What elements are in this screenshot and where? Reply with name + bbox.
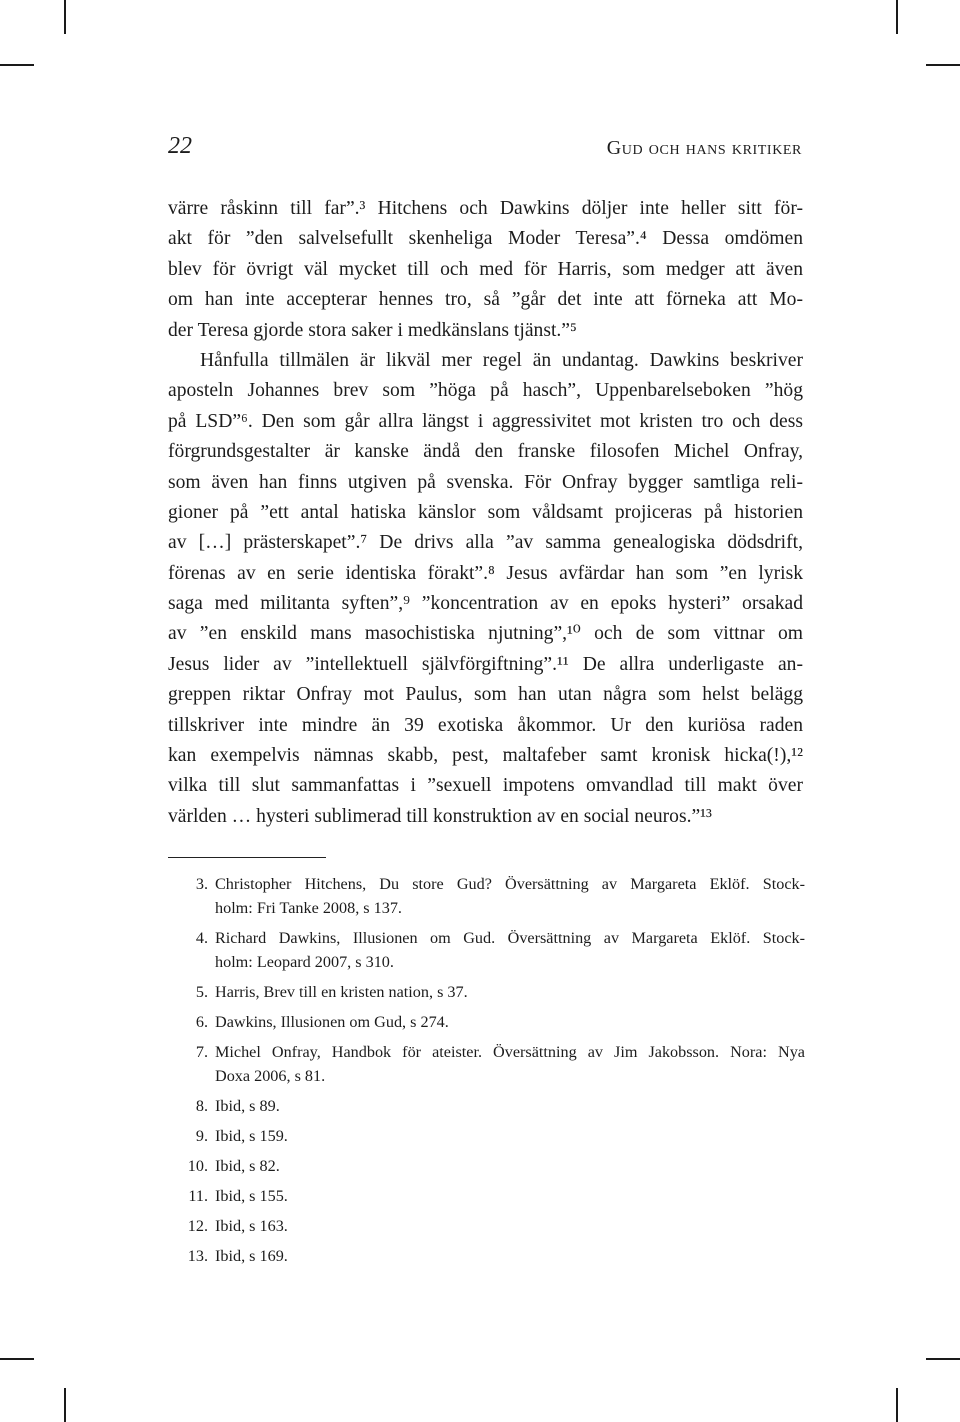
footnote-line: Harris, Brev till en kristen nation, s 37. <box>215 983 468 1001</box>
body-line: förenas av en serie identiska förakt”.⁸ Jesus avfärdar han som ”en lyrisk <box>168 562 803 584</box>
footnote-number: 11. <box>188 1187 208 1205</box>
footnote-line: Ibid, s 155. <box>215 1187 288 1205</box>
footnote-4 <box>170 926 805 974</box>
footnote-rule <box>168 857 326 858</box>
footnote-line: Dawkins, Illusionen om Gud, s 274. <box>215 1013 449 1031</box>
footnote-line: Ibid, s 89. <box>215 1097 280 1115</box>
footnote-number: 10. <box>187 1157 208 1175</box>
body-line: greppen riktar Onfray mot Paulus, som han utan några som helst belägg <box>168 684 803 706</box>
footnote-number: 13. <box>187 1247 208 1265</box>
body-text <box>168 194 803 832</box>
body-line: tillskriver inte mindre än 39 exotiska åkommor. Ur den kuriösa raden <box>168 714 803 736</box>
page-number: 22 <box>168 133 192 159</box>
body-line: Hånfulla tillmälen är likväl mer regel än undantag. Dawkins beskriver <box>200 349 803 371</box>
body-line: om han inte accepterar hennes tro, så ”går det inte att förneka att Mo- <box>168 289 803 311</box>
footnote-number: 3. <box>195 875 208 893</box>
footnote-9 <box>170 1124 805 1148</box>
footnote-line: Richard Dawkins, Illusionen om Gud. Översättning av Margareta Eklöf. Stock- <box>215 929 805 947</box>
crop-mark-bottom-left-h <box>0 1358 34 1360</box>
footnote-11 <box>170 1184 805 1208</box>
crop-mark-bottom-left <box>64 1388 66 1422</box>
crop-mark-top-left <box>64 0 66 34</box>
crop-mark-top-right-h <box>926 64 960 66</box>
crop-mark-bottom-right <box>896 1388 898 1422</box>
footnote-line: Ibid, s 159. <box>215 1127 288 1145</box>
body-line: av ”en enskild mans masochistiska njutning”,¹⁰ och de som vittnar om <box>168 623 803 645</box>
body-line: på LSD”⁶. Den som går allra längst i aggressivitet mot kristen tro och dess <box>168 410 803 432</box>
footnote-line: Doxa 2006, s 81. <box>215 1067 326 1085</box>
crop-mark-top-left-h <box>0 64 34 66</box>
body-line: gioner på ”ett antal hatiska känslor som våldsamt projiceras på historien <box>168 501 803 523</box>
body-line: aposteln Johannes brev som ”höga på hasch”, Uppenbarelseboken ”hög <box>168 380 803 402</box>
footnote-number: 8. <box>195 1097 208 1115</box>
footnote-8 <box>170 1094 805 1118</box>
body-line: Jesus lider av ”intellektuell självförgiftning”.¹¹ De allra underligaste an- <box>168 653 803 675</box>
footnote-number: 7. <box>195 1043 208 1061</box>
body-line: av […] prästerskapet”.⁷ De drivs alla ”av samma genealogiska dödsdrift, <box>168 532 803 554</box>
footnote-5 <box>170 980 805 1004</box>
crop-mark-bottom-right-h <box>926 1358 960 1360</box>
footnote-number: 4. <box>195 929 208 947</box>
footnote-number: 6. <box>195 1013 208 1031</box>
footnote-line: Michel Onfray, Handbok för ateister. Översättning av Jim Jakobsson. Nora: Nya <box>215 1043 805 1061</box>
footnote-line: Christopher Hitchens, Du store Gud? Översättning av Margareta Eklöf. Stock- <box>215 875 805 893</box>
body-line: saga med militanta syften”,⁹ ”koncentration av en epoks hysteri” orsakad <box>168 593 803 615</box>
footnote-6 <box>170 1010 805 1034</box>
body-line: vilka till slut sammanfattas i ”sexuell impotens omvandlad till makt över <box>168 775 803 797</box>
footnote-7 <box>170 1040 805 1088</box>
body-line: förgrundsgestalter är kanske ändå den franske filosofen Michel Onfray, <box>168 441 803 463</box>
footnote-line: holm: Leopard 2007, s 310. <box>215 953 394 971</box>
footnote-number: 5. <box>195 983 208 1001</box>
body-line: som även han finns utgiven på svenska. För Onfray bygger samtliga reli- <box>168 471 803 493</box>
crop-mark-top-right <box>896 0 898 34</box>
footnotes <box>170 872 805 1274</box>
footnote-10 <box>170 1154 805 1178</box>
footnote-number: 9. <box>195 1127 208 1145</box>
body-line: blev för övrigt väl mycket till och med för Harris, som medger att även <box>168 258 803 280</box>
body-line: världen … hysteri sublimerad till konstruktion av en social neuros.”¹³ <box>168 805 712 827</box>
footnote-number: 12. <box>187 1217 208 1235</box>
body-line: akt för ”den salvelsefullt skenheliga Moder Teresa”.⁴ Dessa omdömen <box>168 228 803 250</box>
body-line: der Teresa gjorde stora saker i medkänslans tjänst.”⁵ <box>168 319 577 341</box>
footnote-line: Ibid, s 163. <box>215 1217 288 1235</box>
footnote-13 <box>170 1244 805 1268</box>
body-line: värre råskinn till far”.³ Hitchens och Dawkins döljer inte heller sitt för- <box>168 198 803 219</box>
footnote-12 <box>170 1214 805 1238</box>
body-line: kan exempelvis nämnas skabb, pest, maltafeber samt kronisk hicka(!),¹² <box>168 745 803 767</box>
running-head: Gud och hans kritiker <box>606 137 802 159</box>
footnote-line: Ibid, s 169. <box>215 1247 288 1265</box>
footnote-line: Ibid, s 82. <box>215 1157 280 1175</box>
footnote-3 <box>170 872 805 920</box>
footnote-line: holm: Fri Tanke 2008, s 137. <box>215 899 402 917</box>
